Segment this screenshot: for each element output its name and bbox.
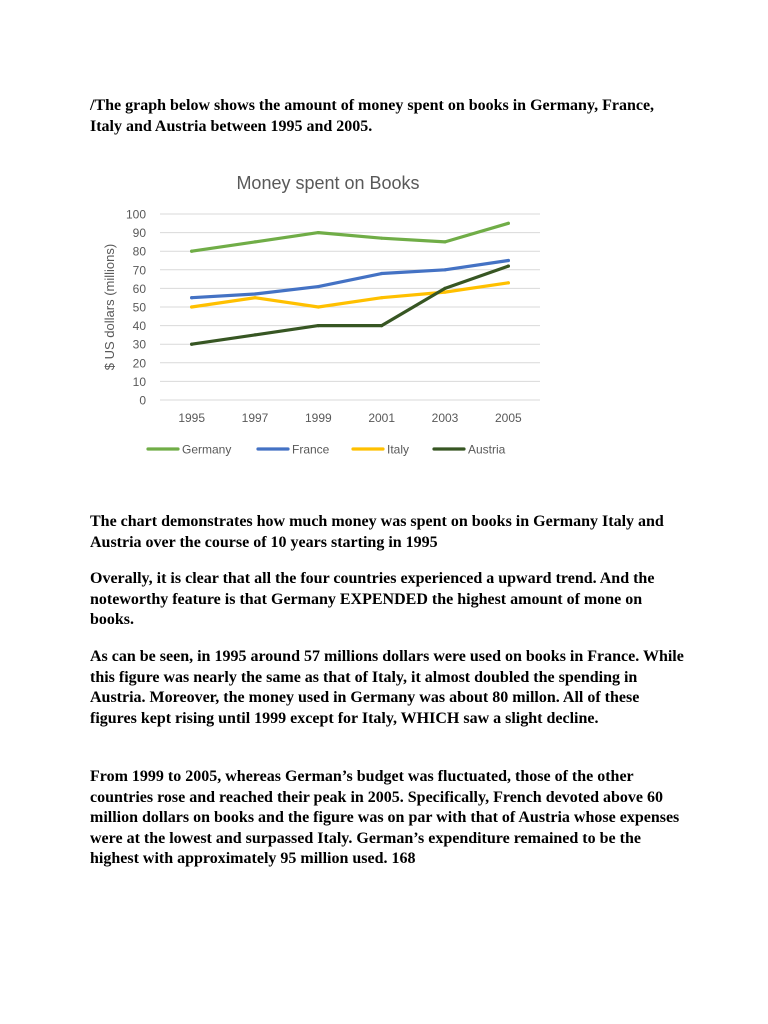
x-tick-label: 2003 [431, 411, 459, 425]
paragraph-2: Overally, it is clear that all the four countries experienced a upward trend. And the noteworthy feature is that Germany EXPENDED the highest amount of mone on books. [90, 570, 655, 628]
data-point-austria [253, 333, 256, 336]
legend-label-france: France [292, 442, 330, 457]
data-point-italy [317, 305, 320, 308]
data-point-austria [190, 343, 193, 346]
legend-label-germany: Germany [182, 442, 232, 457]
chart-canvas [92, 160, 562, 470]
y-tick-label: 30 [132, 337, 146, 352]
data-point-germany [380, 237, 383, 240]
y-tick-label: 40 [132, 319, 146, 334]
legend-label-italy: Italy [387, 442, 410, 457]
data-point-italy [190, 305, 193, 308]
data-point-austria [317, 324, 320, 327]
data-point-france [317, 285, 320, 288]
y-tick-label: 50 [132, 300, 146, 315]
data-point-italy [507, 281, 510, 284]
data-point-germany [190, 250, 193, 253]
paragraph-1: The chart demonstrates how much money was spent on books in Germany Italy and Austria over the course of 10 years starting in 1995 [90, 513, 664, 551]
legend-label-austria: Austria [468, 442, 506, 457]
y-tick-label: 100 [125, 207, 146, 222]
x-tick-label: 1995 [178, 411, 206, 425]
x-tick-label: 1997 [241, 411, 269, 425]
x-tick-label: 2001 [368, 411, 396, 425]
data-point-italy [443, 291, 446, 294]
series-line-austria [192, 266, 509, 344]
chart-title: Money spent on Books [236, 173, 420, 193]
paragraph-3: As can be seen, in 1995 around 57 millions dollars were used on books in France. While this figure was nearly the same as that of Italy, it almost doubled the spending in Austria. Moreover, the money used in Germany was about 80 millon. All of these figures kept rising until 1999 except for Italy, WHICH saw a slight decline. [90, 648, 684, 727]
y-tick-label: 60 [132, 281, 146, 296]
data-point-germany [253, 240, 256, 243]
paragraph-4: From 1999 to 2005, whereas German’s budget was fluctuated, those of the other countries rose and reached their peak in 2005. Specifically, French devoted above 60 million dollars on books and the figure was on par with that of Austria whose expenses were at the lowest and surpassed Italy. German’s expenditure remained to be the highest with approximately 95 million used. 168 [90, 768, 680, 867]
y-tick-label: 20 [132, 356, 146, 371]
data-point-france [190, 296, 193, 299]
data-point-france [507, 259, 510, 262]
x-tick-label: 1999 [304, 411, 332, 425]
y-tick-label: 80 [132, 244, 146, 259]
data-point-france [253, 292, 256, 295]
x-tick-label: 2005 [494, 411, 522, 425]
data-point-italy [380, 296, 383, 299]
y-tick-label: 0 [139, 393, 146, 408]
data-point-germany [317, 231, 320, 234]
intro-paragraph: /The graph below shows the amount of money spent on books in Germany, France, Italy and Austria between 1995 and 2005. [90, 97, 655, 135]
data-point-germany [507, 222, 510, 225]
y-tick-label: 10 [132, 374, 146, 389]
y-tick-label: 70 [132, 263, 146, 278]
data-point-france [443, 268, 446, 271]
data-point-france [380, 272, 383, 275]
data-point-austria [507, 264, 510, 267]
series-line-germany [192, 223, 509, 251]
data-point-austria [380, 324, 383, 327]
data-point-germany [443, 240, 446, 243]
line-chart [92, 160, 562, 470]
y-axis-label: $ US dollars (millions) [102, 243, 117, 371]
series-line-france [192, 261, 509, 298]
data-point-italy [253, 296, 256, 299]
data-point-austria [443, 287, 446, 290]
y-tick-label: 90 [132, 226, 146, 241]
